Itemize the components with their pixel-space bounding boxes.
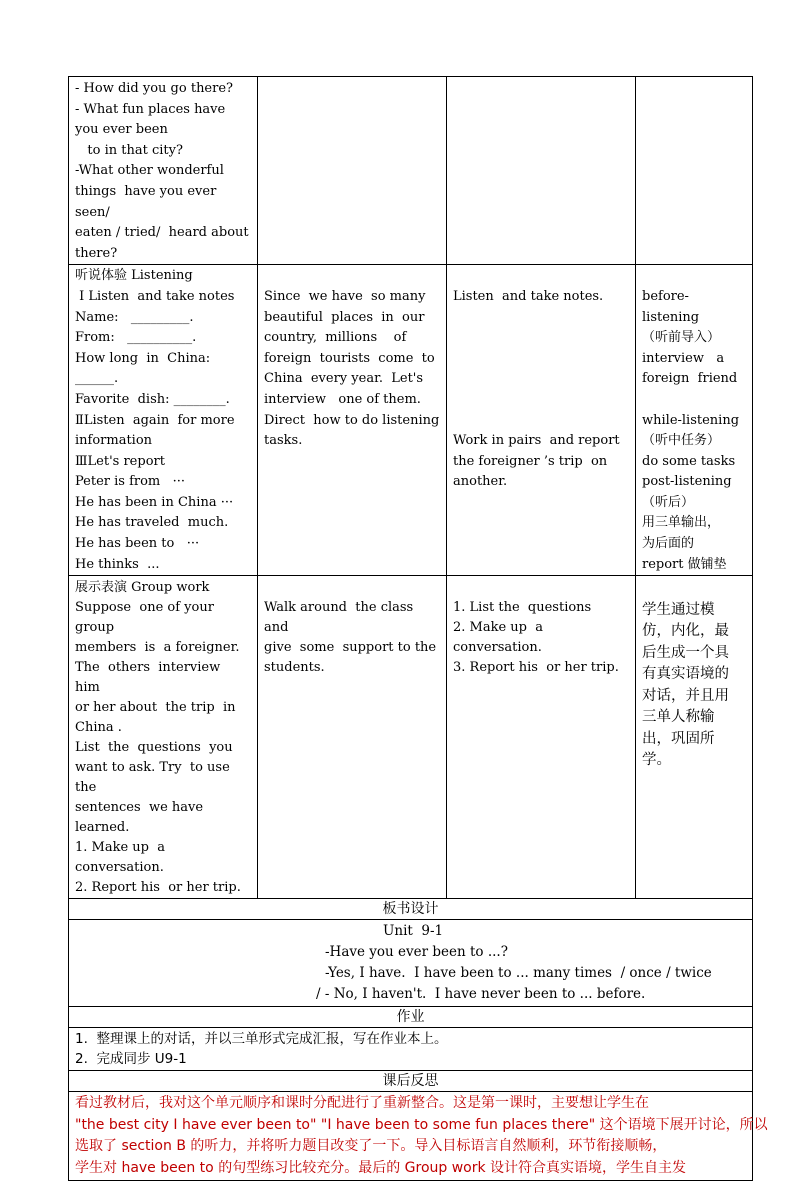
groupwork-teacher-cell (258, 576, 447, 899)
row1-teacher-cell (258, 77, 447, 265)
cell-line: Name: _________. (75, 309, 194, 325)
row1-content-cell (69, 77, 258, 265)
cell-line (642, 390, 746, 411)
cell-line: do some tasks (642, 453, 736, 469)
cell-line: "the best city I have ever been to" "I have been to some fun places there" 这个语境下展开讨论，所以 (75, 1116, 768, 1133)
cell-line (642, 578, 746, 600)
cell-line: 2. 完成同步 U9-1 (75, 1051, 187, 1068)
cell-line: before-listening (642, 288, 700, 325)
cell-line (453, 308, 629, 329)
cell-line: 有真实语境的 (642, 666, 729, 683)
cell-line: tasks. (264, 433, 303, 449)
groupwork-content-cell (69, 576, 258, 899)
board-design-title: 板书设计 (69, 899, 753, 920)
cell-line: post-listening (642, 474, 732, 490)
cell-line: give some support to the (264, 640, 437, 656)
cell-line (453, 266, 629, 287)
cell-line (453, 390, 629, 411)
cell-line: Peter is from ··· (75, 474, 186, 490)
cell-line: 听说体验 Listening (75, 268, 193, 284)
cell-line (264, 578, 440, 598)
reflection-title: 课后反思 (69, 1071, 753, 1092)
cell-line: From: __________. (75, 330, 197, 346)
table-row (69, 1007, 753, 1028)
cell-line: things have you ever seen/ (75, 183, 221, 220)
cell-line: sentences we have learned. (75, 800, 208, 836)
cell-line: 学。 (642, 752, 671, 769)
cell-line: 2. Make up a conversation. (453, 620, 548, 656)
cell-line: there? (75, 245, 118, 261)
table-row (69, 77, 753, 265)
cell-line: List the questions you (75, 740, 233, 756)
cell-line: 用三单输出， (642, 515, 721, 531)
cell-line: report 做铺垫 (642, 556, 727, 572)
board-design-body (69, 920, 753, 1007)
listening-student-cell (447, 265, 636, 576)
cell-line: China . (75, 720, 122, 736)
cell-line (453, 349, 629, 370)
listening-purpose-cell (636, 265, 753, 576)
cell-line: （听后） (642, 494, 695, 510)
cell-line: 三单人称输 (642, 709, 715, 726)
table-row (69, 1028, 753, 1071)
cell-line: foreign friend (642, 371, 738, 387)
cell-line: China every year. Let's (264, 371, 424, 387)
board-line: / - No, I haven't. I have never been to ... before. (316, 986, 646, 1003)
homework-title: 作业 (69, 1007, 753, 1028)
cell-line: -What other wonderful (75, 163, 224, 179)
cell-line (453, 411, 629, 432)
cell-line: foreign tourists come to (264, 350, 435, 366)
table-row (69, 920, 753, 1007)
cell-line: 看过教材后，我对这个单元顺序和课时分配进行了重新整合。这是第一课时，主要想让学生在 (75, 1095, 649, 1112)
cell-line: He has traveled much. (75, 515, 229, 531)
table-row (69, 265, 753, 576)
cell-line: 后生成一个具 (642, 644, 729, 661)
row1-purpose-cell (636, 77, 753, 265)
cell-line: Walk around the class and (264, 600, 418, 636)
cell-line: eaten / tried/ heard about (75, 225, 249, 241)
cell-line: 选取了 section B 的听力，并将听力题目改变了一下。导入目标语言自然顺利，环节衔接顺畅， (75, 1138, 667, 1155)
cell-line: He has been in China ··· (75, 494, 234, 510)
cell-line (642, 266, 746, 287)
listening-content-cell (69, 265, 258, 576)
cell-line: students. (264, 660, 325, 676)
cell-line: （听中任务） (642, 433, 721, 449)
table-row (69, 1071, 753, 1092)
cell-line: He thinks ... (75, 556, 160, 572)
cell-line: （听前导入） (642, 330, 721, 346)
cell-line: Favorite dish: ________. (75, 391, 230, 407)
cell-line: 展示表演 Group work (75, 580, 210, 596)
cell-line: interview a (642, 350, 725, 366)
cell-line: 对话，并且用 (642, 687, 729, 704)
row1-student-cell (447, 77, 636, 265)
cell-line: members is a foreigner. (75, 640, 240, 656)
cell-line: He has been to ··· (75, 536, 200, 552)
board-line: -Yes, I have. I have been to ... many times / once / twice (325, 965, 712, 982)
cell-line: 1. 整理课上的对话，并以三单形式完成汇报，写在作业本上。 (75, 1031, 448, 1048)
board-line: Unit 9-1 (383, 923, 444, 940)
cell-line (453, 328, 629, 349)
cell-line: 学生对 have been to 的句型练习比较充分。最后的 Group work 设计符合真实语境，学生自主发 (75, 1159, 687, 1176)
cell-line: The others interview him (75, 660, 233, 696)
lesson-plan-table (68, 76, 768, 1181)
cell-line: 2. Report his or her trip. (75, 880, 241, 896)
cell-line: 仿，内化，最 (642, 623, 729, 640)
cell-line (453, 369, 629, 390)
cell-line: - What fun places have (75, 101, 226, 117)
cell-line: Suppose one of your group (75, 600, 223, 636)
cell-line: beautiful places in our (264, 309, 425, 325)
table-row (69, 899, 753, 920)
cell-line: while-listening (642, 412, 740, 428)
cell-line: 1. Make up a conversation. (75, 840, 170, 876)
cell-line: 3. Report his or her trip. (453, 660, 619, 676)
cell-line: 1. List the questions (453, 600, 592, 616)
cell-line: 学生通过模 (642, 601, 715, 618)
cell-line (453, 578, 629, 598)
cell-line: want to ask. Try to use the (75, 760, 234, 796)
listening-teacher-cell (258, 265, 447, 576)
cell-line: - How did you go there? (75, 81, 234, 96)
cell-line: Since we have so many (264, 288, 426, 304)
cell-line: ⅡListen again for more (75, 412, 235, 428)
cell-line: ⅢLet's report (75, 453, 165, 469)
cell-line: or her about the trip in (75, 700, 236, 716)
cell-line: to in that city? (75, 142, 183, 158)
cell-line: the foreigner ’s trip on (453, 453, 608, 469)
cell-line: country, millions of (264, 330, 407, 346)
cell-line: Listen and take notes. (453, 288, 604, 304)
board-line: -Have you ever been to ...? (325, 944, 508, 961)
cell-line: 出，巩固所 (642, 730, 715, 747)
reflection-body (69, 1092, 768, 1181)
table-row (69, 1092, 753, 1181)
cell-line: Direct how to do listening (264, 412, 440, 428)
cell-line: 为后面的 (642, 536, 695, 552)
homework-body (69, 1028, 753, 1071)
cell-line: interview one of them. (264, 391, 421, 407)
cell-line: another. (453, 474, 508, 490)
cell-line (264, 266, 440, 287)
cell-line: you ever been (75, 122, 168, 138)
table-row (69, 576, 753, 899)
groupwork-purpose-cell (636, 576, 753, 899)
cell-line: Ⅰ Listen and take notes (75, 288, 235, 304)
cell-line: How long in China: ______. (75, 350, 215, 387)
groupwork-student-cell (447, 576, 636, 899)
cell-line: information (75, 433, 153, 449)
cell-line: Work in pairs and report (453, 433, 620, 449)
